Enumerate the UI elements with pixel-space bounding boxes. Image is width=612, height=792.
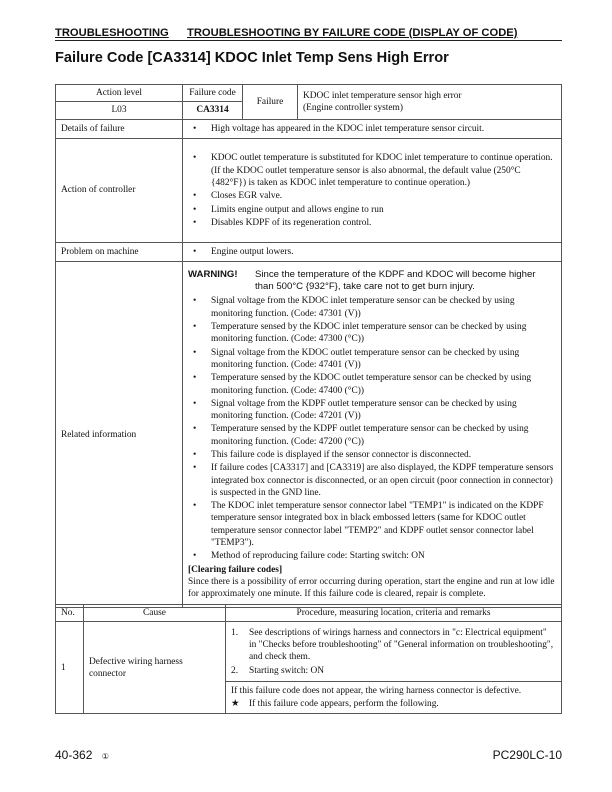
related-item: • The KDOC inlet temperature sensor connector label "TEMP1" is indicated on the KDPF temperature sensor integrated box in black embossed letters (same for KDOC outlet temperature sensor connector label "TEMP2" and KDPF outlet sensor connector label "TEMP3"). [193,500,556,549]
page-title: Failure Code [CA3314] KDOC Inlet Temp Sens High Error [55,50,449,66]
action-item: • Limits engine output and allows engine to run [193,204,556,216]
details-item: • High voltage has appeared in the KDOC inlet temperature sensor circuit. [193,123,556,135]
col-procedure: Procedure, measuring location, criteria and remarks [226,605,562,622]
procedure-result: If this failure code does not appear, the wiring harness connector is defective. [231,685,522,696]
col-no: No. [56,605,84,622]
header-subsection: TROUBLESHOOTING BY FAILURE CODE (DISPLAY OF CODE) [187,27,518,39]
failure-desc-line: (Engine controller system) [303,102,403,113]
warning-label: WARNING! [188,268,238,280]
table-row [56,622,562,682]
related-item: • Signal voltage from the KDOC outlet temperature sensor can be checked by using monitoring function. (Code: 47401 (V)) [193,347,556,372]
warning-text: Since the temperature of the KDPF and KDOC will become higher than 500°C {932°F}, take care not to get burn injury. [255,268,536,293]
page-number-text: 40-362 [55,748,93,762]
clearing-text: Since there is a possibility of error occurring during operation, start the engine and run at low idle for approximately one minute. If this failure code is cleared, repair is complete. [188,576,555,600]
related-item: • Temperature sensed by the KDPF outlet temperature sensor can be checked by using monitoring function. (Code: 47200 (°C)) [193,423,556,448]
related-item: • Signal voltage from the KDPF outlet temperature sensor can be checked by using monitoring function. (Code: 47201 (V)) [193,398,556,423]
action-level-value: L03 [56,102,183,119]
procedure-step: 2. Starting switch: ON [231,665,556,677]
action-item: • Closes EGR valve. [193,190,556,202]
action-level-label: Action level [56,85,183,102]
warning [188,269,556,294]
problem-item: • Engine output lowers. [193,246,556,258]
action-item-text: KDOC outlet temperature is substituted for KDOC inlet temperature to continue operation. [211,152,553,163]
procedure-step: 1. See descriptions of wirings harness and connectors in "c: Electrical equipment" in "Checks before troubleshooting" of "General information on troubleshooting", and check them. [231,627,556,664]
cause-no: 1 [56,622,84,714]
page-number [55,748,109,762]
related-item: • Temperature sensed by the KDOC inlet temperature sensor can be checked by using monitoring function. (Code: 47300 (°C)) [193,321,556,346]
related-label: Related information [56,262,183,608]
cause-text: Defective wiring harness connector [84,622,226,714]
running-header [55,27,562,41]
cause-table [55,604,562,714]
related-item: • Signal voltage from the KDOC inlet temperature sensor can be checked by using monitoring function. (Code: 47301 (V)) [193,295,556,320]
details-label: Details of failure [56,119,183,138]
failure-desc-line: KDOC inlet temperature sensor high error [303,90,462,101]
action-item [193,152,556,190]
problem-label: Problem on machine [56,242,183,261]
model-name: PC290LC-10 [492,748,562,762]
related-item: • Temperature sensed by the KDOC outlet temperature sensor can be checked by using monitoring function. (Code: 47400 (°C)) [193,372,556,397]
failure-code-value: CA3314 [183,102,243,119]
failure-label: Failure [243,85,298,120]
summary-table [55,84,562,608]
revision-mark-icon: ① [101,752,109,761]
col-cause: Cause [84,605,226,622]
related-item: • This failure code is displayed if the sensor connector is disconnected. [193,449,556,461]
action-item: • Disables KDPF of its regeneration control. [193,217,556,229]
related-item: • Method of reproducing failure code: Starting switch: ON [193,550,556,562]
action-label: Action of controller [56,138,183,242]
clearing-title: [Clearing failure codes] [188,564,283,575]
procedure-note: ★ If this failure code appears, perform the following. [231,698,556,710]
related-item: • If failure codes [CA3317] and [CA3319] are also displayed, the KDPF temperature sensors integrated box connector is disconnected, or an open circuit (poor connection in connector) is suspected in the GND line. [193,462,556,499]
related-content [183,262,562,608]
failure-code-label: Failure code [183,85,243,102]
failure-description [298,85,562,120]
action-item-note: (If the KDOC outlet temperature sensor is also abnormal, the default value (250°C {482°F}) is taken as KDOC inlet temperature to continue operation.) [211,165,521,189]
header-section: TROUBLESHOOTING [55,27,169,39]
